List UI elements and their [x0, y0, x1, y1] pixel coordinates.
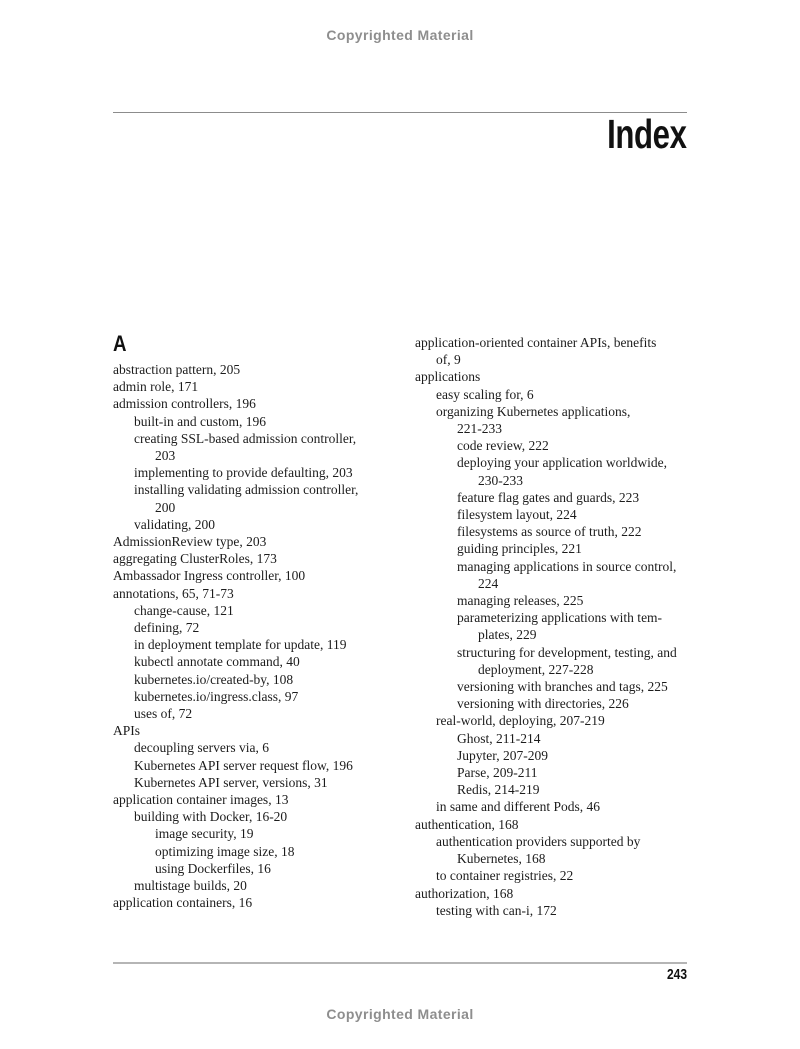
index-entry: decoupling servers via, 6 — [134, 740, 269, 756]
index-entry: kubernetes.io/created-by, 108 — [134, 671, 294, 687]
index-entry: annotations, 65, 71-73 — [113, 585, 234, 601]
index-entry: in deployment template for update, 119 — [134, 637, 347, 653]
page-number: 243 — [666, 966, 687, 983]
index-entry: 230-233 — [478, 472, 523, 488]
index-entry: aggregating ClusterRoles, 173 — [113, 551, 277, 567]
index-column-left — [113, 332, 415, 919]
index-entry: creating SSL-based admission controller, — [134, 430, 357, 446]
copyright-notice-top: Copyrighted Material — [326, 27, 474, 43]
index-entry: versioning with branches and tags, 225 — [457, 679, 668, 695]
index-entry: application-oriented container APIs, benefits — [415, 335, 657, 350]
index-entry: multistage builds, 20 — [134, 878, 247, 894]
index-entry: Redis, 214-219 — [457, 782, 540, 798]
index-entry: 224 — [478, 575, 499, 591]
index-entry: AdmissionReview type, 203 — [113, 534, 267, 550]
index-entry: kubectl annotate command, 40 — [134, 654, 300, 670]
index-entry: code review, 222 — [457, 438, 549, 454]
index-entry: abstraction pattern, 205 — [113, 362, 241, 377]
index-entry: real-world, deploying, 207-219 — [436, 713, 605, 729]
index-entry: testing with can-i, 172 — [436, 902, 557, 918]
index-entry: parameterizing applications with tem- — [457, 610, 663, 626]
index-column-right — [415, 332, 689, 919]
index-entry: defining, 72 — [134, 620, 200, 636]
index-entry: versioning with directories, 226 — [457, 696, 629, 712]
index-entry: installing validating admission controller, — [134, 482, 359, 498]
index-entry: admission controllers, 196 — [113, 396, 256, 412]
index-entry: managing releases, 225 — [457, 593, 584, 609]
index-entry: guiding principles, 221 — [457, 541, 582, 557]
index-columns — [113, 332, 689, 919]
index-entry: of, 9 — [436, 352, 461, 368]
index-entry: implementing to provide defaulting, 203 — [134, 465, 353, 481]
index-entry: managing applications in source control, — [457, 558, 677, 574]
index-entry: in same and different Pods, 46 — [436, 799, 600, 815]
index-entry: image security, 19 — [155, 826, 254, 842]
index-entries-right — [415, 334, 689, 919]
index-entry: deploying your application worldwide, — [457, 455, 667, 471]
index-entry: kubernetes.io/ingress.class, 97 — [134, 688, 299, 704]
index-entry: application containers, 16 — [113, 895, 253, 911]
index-entry: optimizing image size, 18 — [155, 843, 295, 859]
index-entry: using Dockerfiles, 16 — [155, 860, 271, 876]
index-entry: built-in and custom, 196 — [134, 413, 266, 429]
index-entry: building with Docker, 16-20 — [134, 809, 288, 825]
index-entry: 221-233 — [457, 421, 502, 437]
index-entry: feature flag gates and guards, 223 — [457, 489, 640, 505]
index-entry: plates, 229 — [478, 627, 537, 643]
index-entry: Jupyter, 207-209 — [457, 747, 548, 763]
index-entry: application container images, 13 — [113, 792, 289, 808]
index-entry: admin role, 171 — [113, 379, 199, 395]
index-entry: Ambassador Ingress controller, 100 — [113, 568, 306, 584]
index-entry: easy scaling for, 6 — [436, 386, 534, 402]
index-entry: APIs — [113, 723, 141, 739]
index-entry: authorization, 168 — [415, 885, 514, 901]
index-entry: authentication, 168 — [415, 816, 519, 832]
index-entry: filesystem layout, 224 — [457, 507, 577, 523]
index-entry: Kubernetes, 168 — [457, 851, 546, 867]
header-rule — [113, 112, 687, 113]
index-entry: 200 — [155, 499, 176, 515]
index-entry: uses of, 72 — [134, 706, 193, 722]
index-entry: change-cause, 121 — [134, 602, 234, 618]
index-entry: to container registries, 22 — [436, 868, 574, 884]
index-entry: authentication providers supported by — [436, 833, 641, 849]
index-entries-left — [113, 361, 415, 912]
index-entry: structuring for development, testing, and — [457, 644, 677, 660]
index-entry: Kubernetes API server, versions, 31 — [134, 774, 328, 790]
index-entry: deployment, 227-228 — [478, 661, 594, 677]
section-letter: A — [113, 331, 127, 356]
footer-rule — [113, 962, 687, 964]
copyright-notice-bottom: Copyrighted Material — [326, 1006, 474, 1022]
index-entry: filesystems as source of truth, 222 — [457, 524, 642, 540]
index-entry: validating, 200 — [134, 516, 215, 532]
page-title: Index — [607, 111, 687, 157]
index-entry: organizing Kubernetes applications, — [436, 403, 631, 419]
index-entry: Ghost, 211-214 — [457, 730, 541, 746]
index-entry: 203 — [155, 448, 176, 464]
index-entry: applications — [415, 369, 481, 385]
index-entry: Parse, 209-211 — [457, 765, 538, 781]
index-entry: Kubernetes API server request flow, 196 — [134, 757, 353, 773]
